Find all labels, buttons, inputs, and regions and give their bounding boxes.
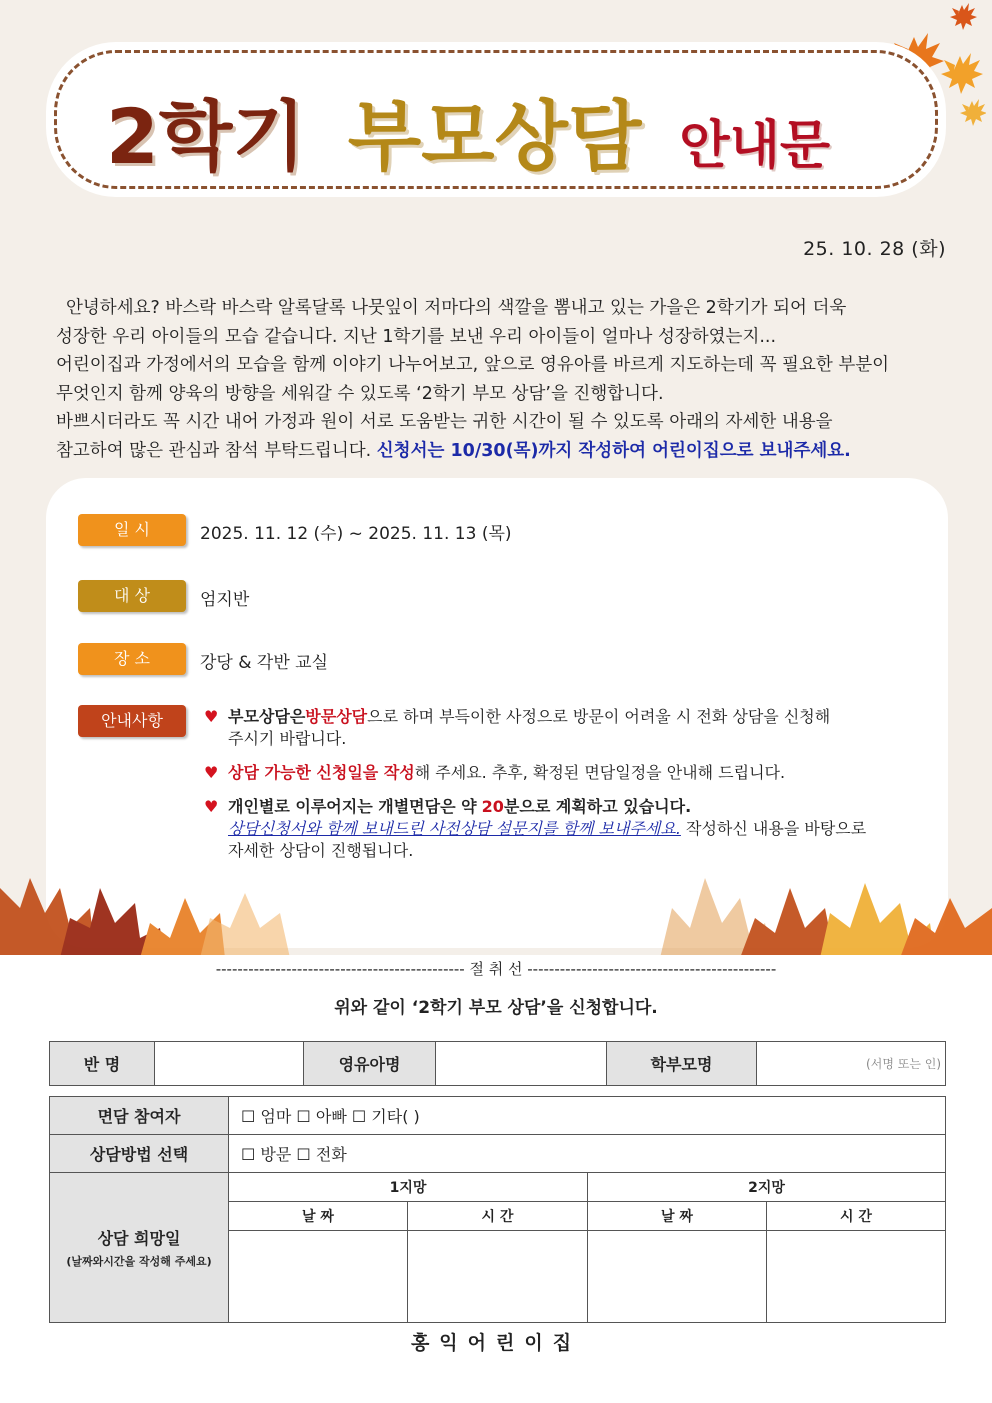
- second-date-header: 날 짜: [588, 1202, 767, 1231]
- intro-line: 바쁘시더라도 꼭 시간 내어 가정과 원이 서로 도움받는 귀한 시간이 될 수 있도록 아래의 자세한 내용을: [56, 412, 833, 432]
- heart-icon: ♥: [204, 797, 219, 816]
- application-form-table: [49, 1096, 946, 1323]
- notice-label: 안내사항: [78, 705, 186, 737]
- autumn-leaves-decoration: [0, 868, 992, 955]
- place-value: 강당 & 각반 교실: [200, 653, 328, 673]
- deadline-text: 신청서는 10/30(목)까지 작성하여 어린이집으로 보내주세요.: [376, 440, 851, 461]
- notice-text: 작성하신 내용을 바탕으로: [680, 819, 867, 838]
- first-time-header: 시 간: [408, 1202, 588, 1231]
- intro-line: [56, 437, 951, 466]
- class-label: 반 명: [50, 1042, 155, 1086]
- notice-date: 25. 10. 28 (화): [803, 238, 946, 260]
- notice-text: 개인별로 이루어지는 개별면담은 약: [228, 797, 477, 816]
- notice-link-text: 상담신청서와 함께 보내드린 사전상담 설문지를 함께 보내주세요.: [228, 819, 681, 838]
- cut-line: ---------------------------------------------- 절 취 선 ----------------------------------------------: [215, 960, 777, 978]
- student-info-table: [49, 1041, 946, 1086]
- title-part-semester: 2학기: [106, 92, 306, 181]
- target-label: 대 상: [78, 580, 186, 612]
- notice-text: 해 주세요. 추후, 확정된 면담일정을 안내해 드립니다.: [414, 763, 786, 782]
- title-banner: [46, 42, 946, 197]
- wish-date-title: 상담 희망일: [97, 1229, 181, 1248]
- title-part-notice: 안내문: [679, 116, 831, 176]
- notice-text: 부모상담은: [228, 707, 306, 726]
- heart-icon: ♥: [204, 707, 219, 726]
- heart-icon: ♥: [204, 763, 219, 782]
- second-time-field[interactable]: [767, 1231, 946, 1323]
- intro-line: 안녕하세요? 바스락 바스락 알록달록 나뭇잎이 저마다의 색깔을 뽐내고 있는 가을은 2학기가 되어 더욱: [66, 298, 847, 318]
- intro-line: 어린이집과 가정에서의 모습을 함께 이야기 나누어보고, 앞으로 영유아를 바르게 지도하는데 꼭 필요한 부분이: [56, 355, 890, 375]
- notice-text: 으로 하며 부득이한 사정으로 방문이 어려울 시 전화 상담을 신청해: [367, 707, 831, 726]
- notice-item: [204, 762, 924, 784]
- first-date-field[interactable]: [229, 1231, 408, 1323]
- parent-name-label: 학부모명: [607, 1042, 757, 1086]
- second-date-field[interactable]: [588, 1231, 767, 1323]
- notice-text: 자세한 상담이 진행됩니다.: [228, 841, 414, 860]
- target-value: 엄지반: [200, 590, 250, 610]
- method-label: 상담방법 선택: [50, 1135, 229, 1173]
- method-options[interactable]: ☐ 방문 ☐ 전화: [229, 1135, 946, 1173]
- datetime-label: 일 시: [78, 514, 186, 546]
- page-title: [106, 76, 830, 185]
- first-time-field[interactable]: [408, 1231, 588, 1323]
- first-date-header: 날 짜: [229, 1202, 408, 1231]
- notice-text: 주시기 바랍니다.: [228, 729, 347, 748]
- apply-sentence: 위와 같이 ‘2학기 부모 상담’을 신청합니다.: [334, 998, 658, 1018]
- place-label: 장 소: [78, 643, 186, 675]
- wish-date-label: [50, 1173, 229, 1323]
- wish-date-note: (날짜와시간을 작성해 주세요): [66, 1255, 212, 1268]
- first-choice-header: 1지망: [229, 1173, 588, 1202]
- datetime-value: 2025. 11. 12 (수) ~ 2025. 11. 13 (목): [200, 524, 512, 544]
- notice-highlight: 20: [481, 797, 504, 816]
- notice-text: 분으로 계획하고 있습니다.: [503, 797, 692, 816]
- notice-item: [204, 796, 924, 862]
- participant-label: 면담 참여자: [50, 1097, 229, 1135]
- notice-item: [204, 706, 924, 750]
- notice-highlight: 상담 가능한 신청일을 작성: [228, 763, 415, 782]
- parent-signature-field[interactable]: (서명 또는 인): [757, 1042, 946, 1086]
- intro-line: 무엇인지 함께 양육의 방향을 세워갈 수 있도록 ‘2학기 부모 상담’을 진행합니다.: [56, 383, 664, 404]
- second-choice-header: 2지망: [588, 1173, 946, 1202]
- daycare-name: 홍익어린이집: [410, 1332, 582, 1354]
- child-name-field[interactable]: [436, 1042, 607, 1086]
- second-time-header: 시 간: [767, 1202, 946, 1231]
- notice-highlight: 방문상담: [305, 707, 368, 726]
- class-field[interactable]: [155, 1042, 304, 1086]
- title-part-counseling: 부모상담: [347, 92, 642, 181]
- intro-paragraph: [56, 294, 951, 465]
- participant-options[interactable]: ☐ 엄마 ☐ 아빠 ☐ 기타( ): [229, 1097, 946, 1135]
- intro-line: 성장한 우리 아이들의 모습 같습니다. 지난 1학기를 보낸 우리 아이들이 얼마나 성장하였는지...: [56, 326, 777, 347]
- intro-line-text: 참고하여 많은 관심과 참석 부탁드립니다.: [56, 440, 372, 461]
- child-name-label: 영유아명: [304, 1042, 436, 1086]
- notice-list: [204, 706, 924, 874]
